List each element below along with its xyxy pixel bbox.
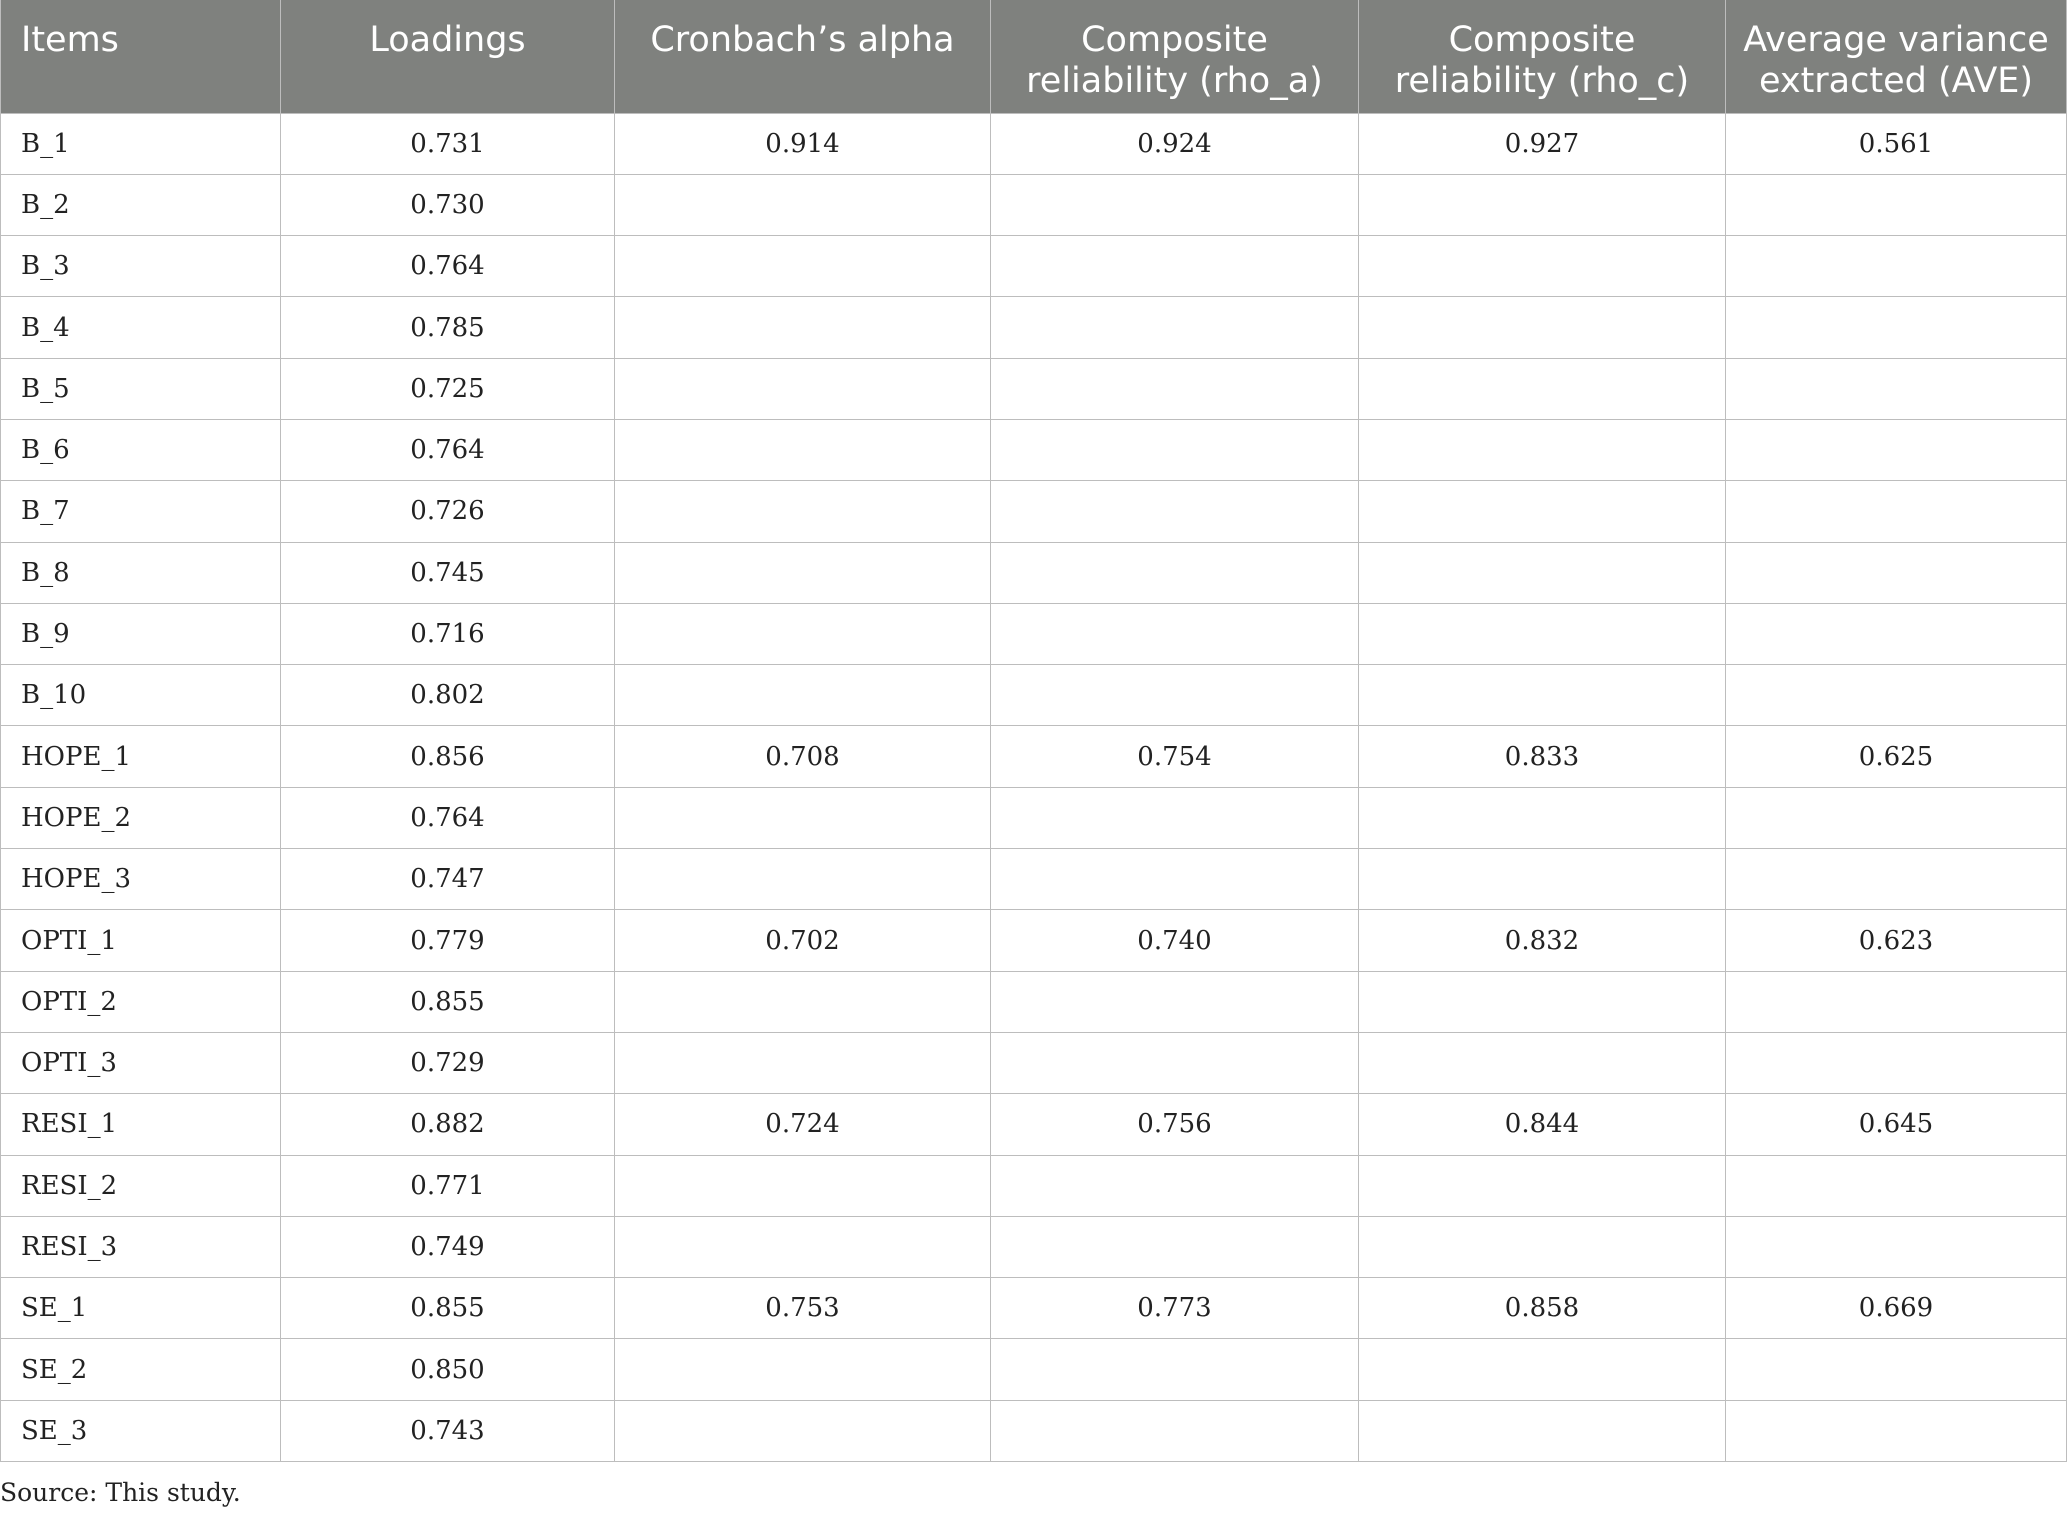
rho-a-cell: [991, 603, 1359, 664]
ave-cell: [1726, 1400, 2067, 1461]
table-row: [1, 542, 2067, 603]
rho-a-cell: [991, 1216, 1359, 1277]
loading-cell: 0.855: [281, 971, 615, 1032]
item-cell: HOPE_2: [1, 787, 281, 848]
item-cell: B_5: [1, 358, 281, 419]
rho-c-cell: [1359, 1216, 1726, 1277]
cronbachs-alpha-cell: [615, 971, 991, 1032]
table-row: [1, 174, 2067, 235]
rho-a-cell: [991, 236, 1359, 297]
rho-a-cell: 0.773: [991, 1278, 1359, 1339]
cronbachs-alpha-cell: [615, 174, 991, 235]
table-header: [1, 0, 2067, 113]
header-row: [1, 0, 2067, 113]
rho-c-cell: [1359, 236, 1726, 297]
rho-a-cell: [991, 174, 1359, 235]
rho-c-cell: 0.858: [1359, 1278, 1726, 1339]
item-cell: OPTI_2: [1, 971, 281, 1032]
ave-cell: [1726, 787, 2067, 848]
rho-c-cell: [1359, 1155, 1726, 1216]
rho-c-cell: 0.832: [1359, 910, 1726, 971]
loading-cell: 0.779: [281, 910, 615, 971]
cronbachs-alpha-cell: [615, 297, 991, 358]
ave-cell: [1726, 358, 2067, 419]
ave-cell: [1726, 603, 2067, 664]
cronbachs-alpha-cell: [615, 849, 991, 910]
header-composite-reliability-rho-a: [991, 0, 1359, 113]
loading-cell: 0.745: [281, 542, 615, 603]
rho-a-cell: [991, 665, 1359, 726]
rho-a-cell: [991, 1400, 1359, 1461]
cronbachs-alpha-cell: [615, 358, 991, 419]
ave-cell: [1726, 971, 2067, 1032]
rho-c-cell: [1359, 419, 1726, 480]
loading-cell: 0.856: [281, 726, 615, 787]
header-ave-label: Average variance extracted (AVE): [1743, 20, 2049, 101]
table-row: [1, 726, 2067, 787]
rho-c-cell: [1359, 665, 1726, 726]
cronbachs-alpha-cell: 0.914: [615, 113, 991, 174]
cronbachs-alpha-cell: [615, 481, 991, 542]
item-cell: SE_1: [1, 1278, 281, 1339]
loading-cell: 0.743: [281, 1400, 615, 1461]
table-row: [1, 787, 2067, 848]
item-cell: HOPE_3: [1, 849, 281, 910]
rho-c-cell: [1359, 1400, 1726, 1461]
ave-cell: [1726, 174, 2067, 235]
rho-c-cell: [1359, 174, 1726, 235]
item-cell: RESI_1: [1, 1094, 281, 1155]
item-cell: RESI_2: [1, 1155, 281, 1216]
loading-cell: 0.747: [281, 849, 615, 910]
cronbachs-alpha-cell: [615, 665, 991, 726]
source-note: Source: This study.: [0, 1478, 241, 1507]
rho-a-cell: [991, 1032, 1359, 1093]
table-row: [1, 849, 2067, 910]
rho-c-cell: 0.844: [1359, 1094, 1726, 1155]
rho-a-cell: 0.924: [991, 113, 1359, 174]
ave-cell: [1726, 481, 2067, 542]
rho-a-cell: [991, 1155, 1359, 1216]
ave-cell: 0.645: [1726, 1094, 2067, 1155]
cronbachs-alpha-cell: [615, 1032, 991, 1093]
ave-cell: 0.625: [1726, 726, 2067, 787]
item-cell: B_3: [1, 236, 281, 297]
rho-a-cell: [991, 971, 1359, 1032]
cronbachs-alpha-cell: 0.753: [615, 1278, 991, 1339]
rho-a-cell: [991, 787, 1359, 848]
cronbachs-alpha-cell: [615, 542, 991, 603]
rho-a-cell: 0.740: [991, 910, 1359, 971]
rho-a-cell: [991, 481, 1359, 542]
rho-c-cell: [1359, 603, 1726, 664]
ave-cell: 0.669: [1726, 1278, 2067, 1339]
rho-c-cell: [1359, 481, 1726, 542]
rho-a-cell: [991, 358, 1359, 419]
item-cell: SE_3: [1, 1400, 281, 1461]
table-row: [1, 1278, 2067, 1339]
header-items-label: Items: [21, 20, 119, 60]
rho-c-cell: 0.833: [1359, 726, 1726, 787]
loading-cell: 0.882: [281, 1094, 615, 1155]
cronbachs-alpha-cell: 0.708: [615, 726, 991, 787]
ave-cell: [1726, 542, 2067, 603]
table-row: [1, 1094, 2067, 1155]
header-loadings-label: Loadings: [369, 20, 526, 60]
loading-cell: 0.855: [281, 1278, 615, 1339]
header-rho-a-label: Composite reliability (rho_a): [1026, 20, 1323, 101]
item-cell: OPTI_1: [1, 910, 281, 971]
cronbachs-alpha-cell: [615, 1155, 991, 1216]
table-row: [1, 1155, 2067, 1216]
ave-cell: [1726, 236, 2067, 297]
ave-cell: [1726, 419, 2067, 480]
table-body: [1, 113, 2067, 1462]
rho-c-cell: [1359, 787, 1726, 848]
rho-a-cell: [991, 542, 1359, 603]
loading-cell: 0.749: [281, 1216, 615, 1277]
loading-cell: 0.729: [281, 1032, 615, 1093]
ave-cell: [1726, 297, 2067, 358]
rho-a-cell: [991, 419, 1359, 480]
loading-cell: 0.771: [281, 1155, 615, 1216]
item-cell: RESI_3: [1, 1216, 281, 1277]
rho-c-cell: [1359, 358, 1726, 419]
item-cell: B_8: [1, 542, 281, 603]
ave-cell: [1726, 849, 2067, 910]
rho-a-cell: [991, 297, 1359, 358]
header-cronbachs-alpha: [615, 0, 991, 113]
cronbachs-alpha-cell: 0.702: [615, 910, 991, 971]
table-row: [1, 910, 2067, 971]
ave-cell: [1726, 1339, 2067, 1400]
loading-cell: 0.785: [281, 297, 615, 358]
item-cell: B_10: [1, 665, 281, 726]
table-row: [1, 113, 2067, 174]
rho-c-cell: 0.927: [1359, 113, 1726, 174]
table-row: [1, 297, 2067, 358]
ave-cell: 0.623: [1726, 910, 2067, 971]
item-cell: SE_2: [1, 1339, 281, 1400]
table-row: [1, 1216, 2067, 1277]
item-cell: B_9: [1, 603, 281, 664]
table-row: [1, 419, 2067, 480]
table-row: [1, 358, 2067, 419]
header-ave: [1726, 0, 2067, 113]
loading-cell: 0.731: [281, 113, 615, 174]
loading-cell: 0.802: [281, 665, 615, 726]
table-row: [1, 481, 2067, 542]
rho-a-cell: [991, 849, 1359, 910]
ave-cell: [1726, 665, 2067, 726]
loading-cell: 0.764: [281, 419, 615, 480]
header-items: [1, 0, 281, 113]
item-cell: B_6: [1, 419, 281, 480]
cronbachs-alpha-cell: [615, 236, 991, 297]
ave-cell: [1726, 1032, 2067, 1093]
cronbachs-alpha-cell: [615, 1339, 991, 1400]
table-row: [1, 603, 2067, 664]
loading-cell: 0.764: [281, 787, 615, 848]
header-composite-reliability-rho-c: [1359, 0, 1726, 113]
rho-c-cell: [1359, 542, 1726, 603]
loading-cell: 0.725: [281, 358, 615, 419]
table-row: [1, 665, 2067, 726]
header-cronbachs-alpha-label: Cronbach’s alpha: [650, 20, 955, 60]
loading-cell: 0.726: [281, 481, 615, 542]
item-cell: OPTI_3: [1, 1032, 281, 1093]
rho-a-cell: 0.756: [991, 1094, 1359, 1155]
cronbachs-alpha-cell: [615, 603, 991, 664]
rho-c-cell: [1359, 849, 1726, 910]
rho-a-cell: [991, 1339, 1359, 1400]
header-rho-c-label: Composite reliability (rho_c): [1394, 20, 1690, 101]
cronbachs-alpha-cell: [615, 1216, 991, 1277]
cronbachs-alpha-cell: [615, 419, 991, 480]
table-row: [1, 1032, 2067, 1093]
loading-cell: 0.850: [281, 1339, 615, 1400]
item-cell: HOPE_1: [1, 726, 281, 787]
loading-cell: 0.764: [281, 236, 615, 297]
ave-cell: 0.561: [1726, 113, 2067, 174]
item-cell: B_4: [1, 297, 281, 358]
rho-c-cell: [1359, 1339, 1726, 1400]
item-cell: B_1: [1, 113, 281, 174]
rho-a-cell: 0.754: [991, 726, 1359, 787]
table-row: [1, 971, 2067, 1032]
header-loadings: [281, 0, 615, 113]
table-row: [1, 236, 2067, 297]
cronbachs-alpha-cell: [615, 787, 991, 848]
loading-cell: 0.716: [281, 603, 615, 664]
item-cell: B_2: [1, 174, 281, 235]
rho-c-cell: [1359, 1032, 1726, 1093]
cronbachs-alpha-cell: 0.724: [615, 1094, 991, 1155]
table-row: [1, 1339, 2067, 1400]
item-cell: B_7: [1, 481, 281, 542]
rho-c-cell: [1359, 297, 1726, 358]
table-row: [1, 1400, 2067, 1461]
rho-c-cell: [1359, 971, 1726, 1032]
loading-cell: 0.730: [281, 174, 615, 235]
ave-cell: [1726, 1216, 2067, 1277]
cronbachs-alpha-cell: [615, 1400, 991, 1461]
ave-cell: [1726, 1155, 2067, 1216]
